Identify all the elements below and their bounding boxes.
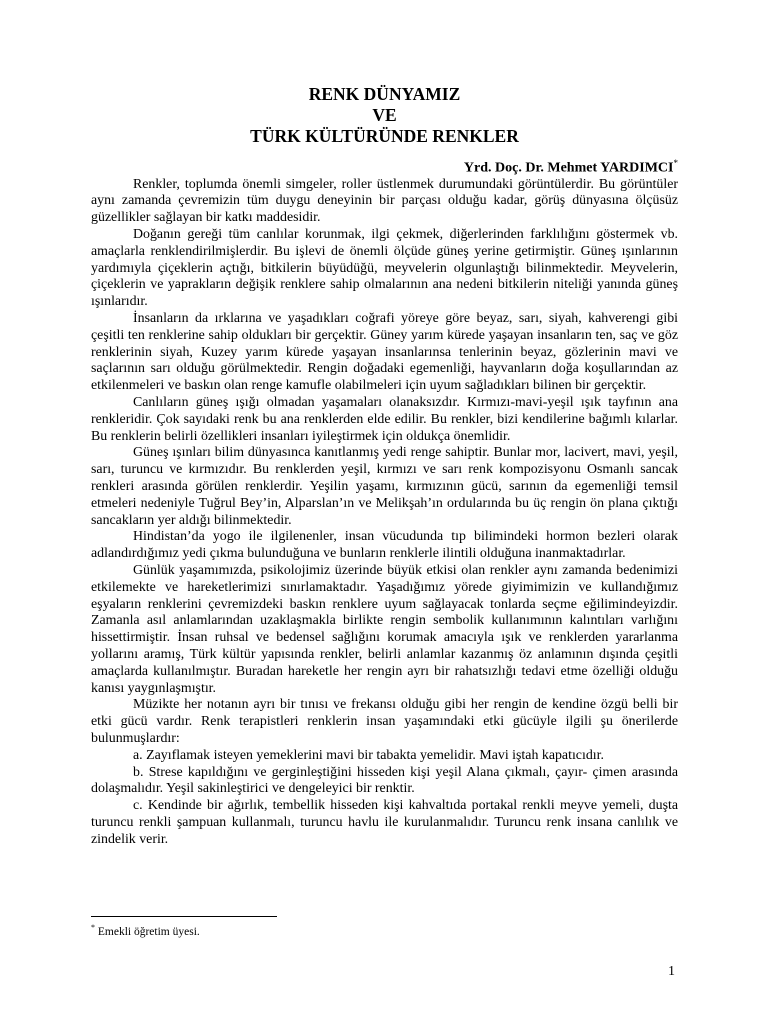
- paragraph: İnsanların da ırklarına ve yaşadıkları coğrafi yöreye göre beyaz, sarı, siyah, kahverengi gibi çeşitli ten renklerine sahip oldukları bir gerçektir. Güney yarım kürede yaşayan insanların ten, saç ve göz renklerinin siyah, Kuzey yarım kürede yaşayan insanlarınsa tenlerinin beyaz, gözlerinin mavi ve saçlarının sarı olduğu görülmektedir. Rengin doğadaki egemenliği, hayvanların doğa koşullarından az etkilenmeleri ve baskın olan renge kamufle olabilmeleri için uyum sağladıkları bilinen bir gerçektir.: [91, 311, 678, 394]
- author-line: [91, 155, 678, 177]
- footnote-mark: *: [91, 923, 95, 932]
- footnote-divider: [91, 916, 277, 917]
- title-line-3: TÜRK KÜLTÜRÜNDE RENKLER: [250, 126, 519, 146]
- document-page: [91, 84, 678, 849]
- title-line-1: RENK DÜNYAMIZ: [308, 84, 461, 104]
- author-footnote-mark: *: [673, 158, 678, 168]
- paragraph: Güneş ışınları bilim dünyasınca kanıtlanmış yedi renge sahiptir. Bunlar mor, lacivert, mavi, yeşil, sarı, turuncu ve kırmızıdır. Bu renklerden yeşil, kırmızı ve sarı renk kompozisyonu Osmanlı sancak renkleri arasında görülen renklerdir. Yeşilin yaşamı, kırmızının gücü, sarının da egemenliği temsil etmeleri nedeniyle Tuğrul Bey’in, Alparslan’ın ve Melikşah’ın ordularında bu üç rengin ön plana çıktığı sancakların yer aldığı bilinmektedir.: [91, 445, 678, 528]
- footnote: [91, 923, 200, 938]
- paragraph: Müzikte her notanın ayrı bir tınısı ve frekansı olduğu gibi her rengin de kendine özgü belli bir etki gücü vardır. Renk terapistleri renklerin insan yaşamındaki etki gücüyle ilgili şu önerilerde bulunmuşlardır:: [91, 697, 678, 746]
- paragraph: Canlıların güneş ışığı olmadan yaşamaları olanaksızdır. Kırmızı-mavi-yeşil ışık tayfının ana renkleridir. Çok sayıdaki renk bu ana renklerden elde edilir. Bu renkler, bizi kendilerine bağımlı kılarlar. Bu renklerin belirli özellikleri insanları iyileştirmek için oldukça önemlidir.: [91, 395, 678, 444]
- page-number: 1: [668, 964, 675, 979]
- title-line-2: VE: [372, 105, 397, 125]
- author-name: Yrd. Doç. Dr. Mehmet YARDIMCI: [463, 160, 674, 176]
- list-item: a. Zayıflamak isteyen yemeklerini mavi bir tabakta yemelidir. Mavi iştah kapatıcıdır.: [133, 747, 604, 763]
- list-item: b. Strese kapıldığını ve gerginleştiğini hisseden kişi yeşil Alana çıkmalı, çayır- çimen arasında dolaşmalıdır. Yeşil sakinleştirici ve dengeleyici bir renktir.: [91, 764, 678, 797]
- list-item: c. Kendinde bir ağırlık, tembellik hisseden kişi kahvaltıda portakal renkli meyve yemeli, duşta turuncu renkli şampuan kullanmalı, turuncu havlu ile kurulanmalıdır. Turuncu renk insana canlılık ve zindelik verir.: [91, 798, 678, 847]
- paragraph: Günlük yaşamımızda, psikolojimiz üzerinde büyük etkisi olan renkler aynı zamanda bedenimizi etkilemekte ve hareketlerimizi sınırlamaktadır. Yaşadığımız yörede giyimimizin ve kullandığımız eşyaların renklerini çevremizdeki baskın renklere uyum sağlayacak tonlarda seçme eğilimindeyizdir. Zamanla asıl anlamlarından uzaklaşmakla birlikte rengin sembolik kullanımının kalıntıları varlığını hissettirmiştir. İnsan ruhsal ve bedensel sağlığını korumak amacıyla ışık ve renklerden yararlanma yollarını aramış, Türk kültür yapısında renkler, belirli anlamlar kazanmış öz anlamının dışında çeşitli amaçlarda kullanılmıştır. Buradan hareketle her rengin ayrı bir rahatsızlığı tedavi etme özelliği olduğu kanısı yaygınlaşmıştır.: [91, 562, 678, 696]
- footnote-text: Emekli öğretim üyesi.: [97, 925, 200, 938]
- document-title: [91, 84, 678, 147]
- paragraph: Doğanın gereği tüm canlılar korunmak, ilgi çekmek, diğerlerinden farklılığını göstermek vb. amaçlarla renklendirilmişlerdir. Bu işlevi de önemli ölçüde güneş yerine getirmiştir. Güneş ışınlarının yardımıyla çiçeklerin açtığı, bitkilerin büyüdüğü, meyvelerin olgunlaştığı bilinmektedir. Meyvelerin, çiçeklerin ve yaprakların değişik renklere sahip olmalarının ana nedeni bitkilerin niteliği yanında güneş ışınlarıdır.: [91, 227, 678, 310]
- paragraph: Renkler, toplumda önemli simgeler, roller üstlenmek durumundaki görüntülerdir. Bu görüntüler aynı zamanda çevremizin tüm duygu deneyinin bir parçası olduğu kadar, görüş dünyasına ölçüsüz güzellikler sağlayan bir katkı maddesidir.: [91, 176, 678, 226]
- paragraph: Hindistan’da yogo ile ilgilenenler, insan vücudunda tıp bilimindeki hormon bezleri olarak adlandırdığımız yedi çıkma bulunduğuna ve bunların renklerle ilintili olduğuna inanmaktadırlar.: [91, 529, 678, 562]
